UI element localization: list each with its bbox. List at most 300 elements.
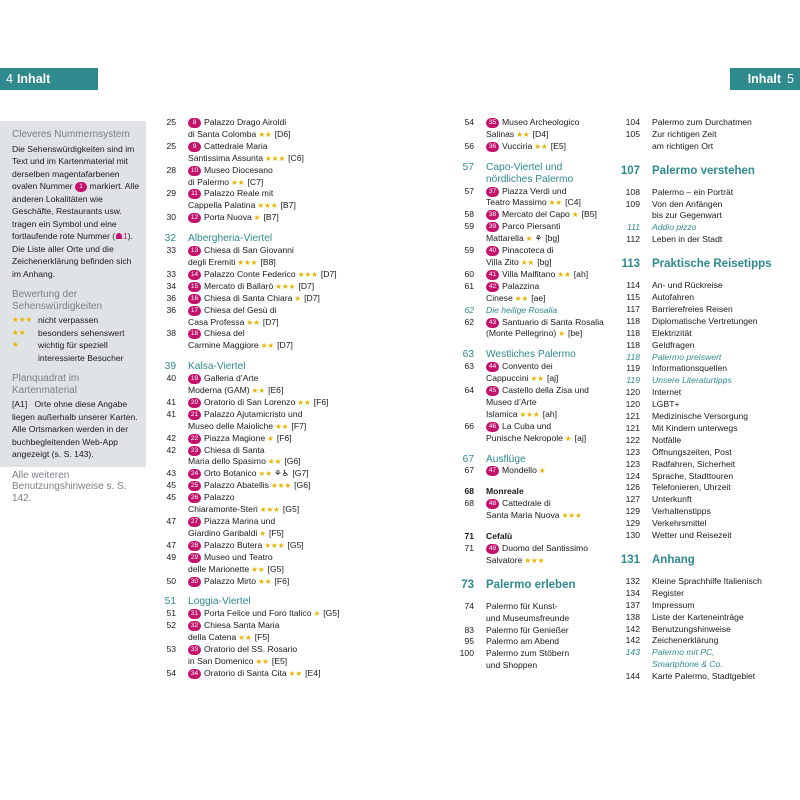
toc-entry (625, 599, 800, 612)
entry-title: in San Domenico (188, 655, 254, 666)
entry-title: della Catena (188, 632, 237, 643)
toc-entry (625, 671, 800, 683)
entry-title: Palermo für Kunst- (486, 600, 558, 611)
page-number (300, 373, 486, 385)
entry-title: Palazzo Reale mit (204, 188, 274, 199)
page-number: 68 (464, 486, 474, 497)
star-rating-icon: ★★ (516, 129, 530, 139)
entry-title: Addio pizzo (652, 222, 697, 233)
star-rating-icon: ★★ (231, 177, 245, 187)
page-number: 113 (621, 258, 640, 271)
toc-entry (625, 575, 800, 588)
page-number: 51 (164, 596, 176, 608)
entry-title: Punische Nekropole (486, 432, 563, 443)
star-rating-icon: ★★★ (237, 257, 258, 267)
entry-text (652, 316, 800, 328)
page-number (2, 340, 188, 352)
toc-entry (626, 291, 800, 304)
entry-title: Casa Professa (188, 316, 245, 327)
star-rating-icon: ★★ (238, 633, 252, 643)
page-number: 118 (626, 339, 640, 350)
sight-number-badge: 37 (486, 187, 499, 197)
toc-entry (625, 611, 800, 624)
entry-text (486, 245, 626, 257)
star-rating-icon: ★ (267, 433, 274, 443)
page-number: 112 (626, 234, 640, 245)
map-grid-reference: [D7] (304, 292, 320, 303)
toc-column-3 (620, 117, 800, 683)
sight-number-badge: 29 (188, 553, 201, 563)
entry-title: Cattedrale Maria (204, 140, 268, 151)
page-number: 143 (625, 647, 640, 658)
entry-text (652, 210, 800, 222)
page-number (300, 555, 486, 567)
right-page-number: 5 (787, 72, 794, 86)
facility-icon: ⚘ (534, 233, 543, 244)
entry-title: Zeichenerklärung (652, 635, 719, 646)
rating-row: ★★ besonders sehenswert (12, 327, 125, 338)
sight-number-badge: 40 (486, 246, 499, 256)
entry-title: Carmine Maggiore (188, 340, 259, 351)
sight-number-badge: 13 (188, 246, 201, 256)
star-rating-icon: ★★ (557, 269, 571, 279)
entry-text (652, 166, 800, 178)
page-number (2, 456, 188, 468)
toc-entry (652, 141, 800, 153)
entry-text (652, 340, 800, 352)
entry-title: Museo delle Maioliche (188, 420, 274, 431)
page-number (300, 397, 486, 409)
star-rating-icon: ★★★ (265, 153, 286, 163)
page-number: 25 (166, 140, 176, 151)
entry-title: LGBT+ (652, 399, 680, 410)
toc-entry (625, 422, 800, 435)
entry-text (652, 435, 800, 447)
star-rating-icon: ★★★ (519, 409, 540, 419)
toc-entry (626, 327, 800, 340)
entry-title: Ausflüge (486, 453, 526, 465)
page-number: 61 (464, 280, 474, 291)
star-rating-icon: ★ (525, 234, 533, 244)
toc-entry (625, 117, 800, 129)
star-rating-icon: ★★★ (561, 511, 582, 521)
map-grid-reference: [F5] (254, 632, 270, 643)
entry-title: Teatro Massimo (486, 197, 547, 208)
map-grid-reference: [aj] (574, 432, 587, 443)
sight-number-badge: 45 (486, 386, 499, 396)
page-number: 53 (166, 644, 176, 655)
page-number (2, 257, 188, 269)
sight-number-badge: 32 (188, 621, 201, 631)
page-number (2, 153, 188, 165)
entry-text (652, 576, 800, 588)
entry-title: Chiesa del (204, 328, 245, 339)
entry-title: degli Eremiti (188, 256, 236, 267)
entry-title: am richtigen Ort (652, 140, 714, 151)
page-number: 42 (166, 432, 176, 443)
entry-text (652, 129, 800, 141)
entry-title: Mattarella (486, 233, 524, 244)
entry-text (652, 423, 800, 435)
entry-title: Westliches Palermo (486, 349, 576, 361)
map-grid-reference: [E4] (305, 667, 321, 678)
page-number: 59 (464, 221, 474, 232)
page-number: 28 (166, 164, 176, 175)
star-rating-icon: ★ (259, 528, 266, 538)
map-grid-reference: [B8] (260, 256, 276, 267)
entry-title: Palazzo Abatellis (204, 480, 269, 491)
page-number: 45 (166, 492, 176, 503)
page-number: 134 (625, 587, 640, 598)
entry-title: Villa Malfitano (502, 268, 556, 279)
star-rating-icon: ★★★ (257, 201, 278, 211)
map-grid-reference: [F6] (276, 432, 292, 443)
toc-entry (625, 411, 800, 423)
entry-title: Chiesa Santa Maria (204, 620, 280, 631)
entry-text (652, 304, 800, 316)
entry-title: Piazza Magione (204, 432, 266, 443)
entry-title: Capo-Viertel und (486, 161, 563, 173)
rating-row: ★★★ nicht verpassen (12, 315, 99, 325)
spacer (652, 271, 800, 280)
entry-title: Mondello (502, 465, 537, 476)
page-number: 33 (166, 268, 176, 279)
entry-title: Cappella Palatina (188, 200, 256, 211)
toc-entry (625, 482, 800, 494)
entry-title: Cappuccini (486, 373, 529, 384)
page-number: 73 (461, 578, 474, 591)
page-number (300, 174, 486, 186)
map-grid-reference: [ae] (531, 292, 546, 303)
page-number: 71 (464, 543, 474, 553)
page-number: 118 (626, 315, 640, 326)
page-number: 121 (625, 422, 640, 433)
entry-title: Villa Zito (486, 256, 519, 267)
star-rating-icon: ★★★ (259, 505, 280, 515)
entry-text (652, 494, 800, 506)
entry-text (652, 482, 800, 494)
map-grid-reference: [aj] (546, 373, 559, 384)
map-grid-reference: [C6] (288, 152, 304, 163)
toc-entry (626, 222, 800, 234)
page-number: 122 (625, 434, 640, 445)
sight-number-badge: 36 (486, 142, 499, 152)
page-number (300, 328, 486, 340)
map-grid-reference: [G5] (323, 608, 340, 619)
map-grid-reference: [bg] (545, 233, 560, 244)
page-number: 62 (464, 304, 474, 315)
page-number: 104 (625, 117, 640, 127)
page-number: 47 (166, 516, 176, 526)
entry-title: Internet (652, 387, 682, 398)
entry-title: Cefalù (486, 531, 513, 542)
star-rating-icon: ★★★ (275, 281, 296, 291)
toc-entry (625, 530, 800, 542)
page-number: 32 (164, 233, 176, 245)
entry-text (652, 375, 800, 387)
star-rating-icon: ★★ (267, 457, 282, 467)
entry-title: An- und Rückreise (652, 280, 723, 291)
toc-entry (625, 434, 800, 447)
page-number: 129 (625, 518, 640, 529)
page-number (2, 528, 188, 540)
sight-number-badge: 30 (188, 577, 201, 587)
entry-text (652, 647, 800, 659)
map-grid-reference: [G7] (292, 468, 309, 479)
entry-title: Medizinische Versorgung (652, 411, 749, 422)
entry-text (652, 411, 800, 423)
entry-text (652, 352, 800, 364)
entry-title: Palazzo (204, 492, 235, 503)
map-grid-reference: [G6] (284, 456, 301, 467)
page-number: 40 (166, 373, 176, 384)
magenta-number-icon: 1 (75, 182, 87, 192)
rating-row: ★ wichtig für speziell interessierte Besucher (12, 340, 124, 363)
entry-title: Smartphone & Co. (652, 659, 723, 670)
page-number (300, 613, 486, 625)
page-number (300, 433, 486, 445)
page-number (300, 257, 486, 269)
entry-title: nördliches Palermo (486, 173, 574, 185)
entry-title: Chiesa di San Giovanni (204, 245, 294, 256)
page-number: 121 (625, 411, 640, 422)
star-rating-icon: ★ (538, 466, 546, 476)
sight-number-badge: 21 (188, 410, 201, 420)
toc-entry (625, 186, 800, 199)
page-number: 111 (626, 222, 640, 233)
entry-title: Museo Archeologico (502, 117, 580, 127)
page-number: 120 (625, 387, 640, 398)
page-number (300, 510, 486, 522)
toc-entry (625, 494, 800, 506)
page-number: 30 (166, 212, 176, 223)
entry-title: Palazzo Ajutamicristo und (204, 408, 303, 419)
map-grid-reference: [E5] (271, 655, 288, 666)
entry-title: Vucciria (502, 140, 533, 151)
map-grid-reference: [D7] (298, 280, 315, 291)
entry-title: Palermo zum Stöbern (486, 648, 570, 659)
map-grid-reference: [D4] (532, 128, 549, 139)
page-number: 124 (625, 470, 640, 481)
toc-entry (626, 363, 800, 375)
page-number: 60 (464, 268, 474, 279)
page-number: 123 (625, 446, 640, 457)
entry-title: Wetter und Reisezeit (652, 530, 732, 541)
toc-entry (625, 635, 800, 647)
map-grid-reference: [E6] (268, 385, 284, 396)
map-grid-reference: [B7] (263, 212, 279, 223)
page-number: 25 (166, 117, 176, 127)
entry-title: und Shoppen (486, 660, 538, 671)
entry-title: Oratorio di Santa Cita (204, 667, 287, 678)
entry-title: Von den Anfängen (652, 198, 723, 209)
map-grid-reference: [F6] (274, 575, 290, 586)
page-number: 95 (464, 636, 474, 647)
page-number: 74 (464, 600, 474, 611)
entry-title: Piazza Marina und (204, 516, 276, 526)
section-heading (620, 164, 800, 178)
entry-title: Unterkunft (652, 494, 692, 505)
entry-title: Zur richtigen Zeit (652, 128, 717, 139)
toc-entry (626, 303, 800, 316)
star-rating-icon: ★★ (530, 374, 544, 384)
sight-number-badge: 26 (188, 493, 201, 503)
entry-title: Santa Maria Nuova (486, 510, 560, 521)
page-number (466, 210, 652, 222)
star-rating-icon: ★ (294, 293, 302, 303)
toc-entry (652, 210, 800, 222)
map-grid-reference: [B5] (581, 209, 597, 220)
entry-text (652, 280, 800, 292)
entry-title: Palermo verstehen (652, 164, 755, 177)
entry-title: Albergheria-Viertel (188, 233, 273, 245)
entry-title: Palermo zum Durchatmen (652, 117, 752, 127)
sight-number-badge: 44 (486, 362, 499, 372)
star-rating-icon: ★★ (251, 564, 265, 574)
entry-title: Impressum (652, 599, 695, 610)
star-rating-icon: ★★ (297, 397, 311, 407)
legend-text-numbers: Die Sehenswürdigkeiten sind im Text und im Kartenmaterial mit derselben magentafarbenen ovalen Nummer 1 markiert. Alle anderen Lokalitäten wie Geschäfte, Restaurants usw. tragen ein Symbol und eine fortlaufende rote Nummer (☗1). Die Liste aller Orte und die Zeichenerklärung befinden sich im Anhang. (12, 143, 140, 279)
entry-text (652, 612, 800, 624)
star-rating-icon: ★★ (514, 293, 529, 303)
sight-number-badge: 39 (486, 222, 499, 232)
map-grid-reference: [G5] (282, 504, 300, 515)
entry-title: Loggia-Viertel (188, 596, 251, 608)
star-rating-icon: ★ (564, 433, 572, 443)
entry-title: Santissima Assunta (188, 152, 263, 163)
page-number: 63 (464, 361, 474, 372)
entry-title: (Monte Pellegrino) (486, 328, 557, 339)
page-number (2, 200, 188, 212)
entry-title: Mit Kindern unterwegs (652, 422, 738, 433)
entry-title: Cattedrale di (502, 498, 551, 509)
page-number: 52 (166, 620, 176, 631)
page-number (2, 656, 188, 668)
entry-title: Cinese (486, 292, 513, 303)
legend-heading-more: Alle weiteren Benutzungshinweise s. S. 142. (12, 469, 127, 504)
entry-title: Praktische Reisetipps (652, 258, 772, 271)
spacer (652, 567, 800, 576)
page-number (2, 564, 188, 576)
page-number: 127 (625, 494, 640, 505)
entry-title: Register (652, 587, 684, 598)
page-number: 118 (626, 327, 640, 338)
page-number: 132 (625, 575, 640, 586)
star-rating-icon: ★★ (520, 257, 535, 267)
toc-entry (652, 659, 800, 671)
page-number: 144 (625, 671, 640, 682)
page-number: 115 (626, 291, 640, 302)
red-number-icon: ☗1 (115, 231, 128, 241)
sight-number-badge: 18 (188, 329, 201, 339)
sight-number-badge: 49 (486, 544, 499, 554)
page-number: 54 (464, 117, 474, 127)
page-number: 107 (620, 164, 640, 177)
star-rating-icon: ★ (558, 329, 565, 339)
page-number: 120 (625, 399, 640, 410)
page-number: 123 (625, 458, 640, 469)
entry-text (652, 506, 800, 518)
entry-title: Convento dei (502, 361, 553, 372)
map-grid-reference: [G6] (294, 480, 311, 491)
map-grid-reference: [C7] (247, 176, 264, 187)
left-page-title: Inhalt (16, 72, 51, 86)
page-number: 54 (166, 667, 176, 678)
sight-number-badge: 19 (188, 374, 201, 384)
entry-title: Palazzo Drago Airoldi (204, 117, 287, 127)
entry-title: Informationsquellen (652, 363, 728, 374)
entry-title: Palermo am Abend (486, 636, 560, 647)
page-number (2, 317, 188, 329)
page-number: 29 (166, 188, 176, 199)
page-number: 138 (625, 611, 640, 622)
entry-title: Galleria d’Arte (204, 373, 259, 384)
page-number (466, 141, 652, 153)
page-number: 137 (625, 599, 640, 610)
sight-number-badge: 12 (188, 213, 201, 223)
entry-text (652, 259, 800, 271)
entry-title: di Santa Colomba (188, 128, 257, 139)
page-number: 67 (462, 453, 474, 465)
toc-entry (626, 375, 800, 387)
entry-title: Mercato del Capo (502, 209, 570, 220)
entry-title: Santuario di Santa Rosalia (502, 316, 604, 327)
star-rating-icon: ★★ (251, 386, 266, 396)
star-rating-icon: ★★★ (297, 269, 318, 279)
sight-number-badge: 17 (188, 306, 201, 316)
entry-title: Elektrizität (652, 327, 692, 338)
right-page-header (730, 68, 800, 90)
map-grid-reference: [F7] (291, 420, 307, 431)
page-number: 118 (626, 351, 640, 362)
entry-text (652, 387, 800, 399)
page-number: 57 (464, 185, 474, 196)
entry-title: Liste der Karteneinträge (652, 611, 744, 622)
sight-number-badge: 20 (188, 398, 201, 408)
page-number: 114 (626, 280, 640, 291)
star-rating-icon: ★★★ (264, 540, 285, 550)
sight-number-badge: 11 (188, 189, 201, 199)
right-page-title: Inhalt (747, 72, 782, 86)
entry-title: Karte Palermo, Stadtgebiet (652, 671, 756, 682)
page-number (2, 421, 188, 433)
star-icon: ★★★ (12, 315, 33, 324)
entry-text (652, 459, 800, 471)
star-rating-icon: ★★ (258, 129, 272, 139)
page-number: 51 (166, 608, 176, 619)
sight-number-badge: 38 (486, 210, 499, 220)
entry-text (652, 447, 800, 459)
entry-text (652, 530, 800, 542)
entry-title: Geldfragen (652, 339, 695, 350)
map-grid-reference: [C4] (565, 197, 581, 208)
entry-title: Museo d’Arte (486, 396, 537, 407)
entry-title: Monreale (486, 486, 524, 497)
entry-title: Kalsa-Viertel (188, 361, 246, 373)
star-icon: ★ (12, 340, 19, 349)
star-rating-icon: ★★ (548, 198, 563, 208)
entry-title: Autofahren (652, 291, 695, 302)
page-number (2, 129, 188, 141)
map-grid-reference: [D7] (262, 316, 279, 327)
entry-text (652, 292, 800, 304)
map-grid-reference: [F6] (313, 396, 329, 407)
page-number (2, 504, 188, 516)
star-rating-icon: ★ (571, 210, 579, 220)
entry-text (652, 518, 800, 530)
star-rating-icon: ★★ (275, 421, 289, 431)
sight-number-badge: 48 (486, 499, 499, 509)
